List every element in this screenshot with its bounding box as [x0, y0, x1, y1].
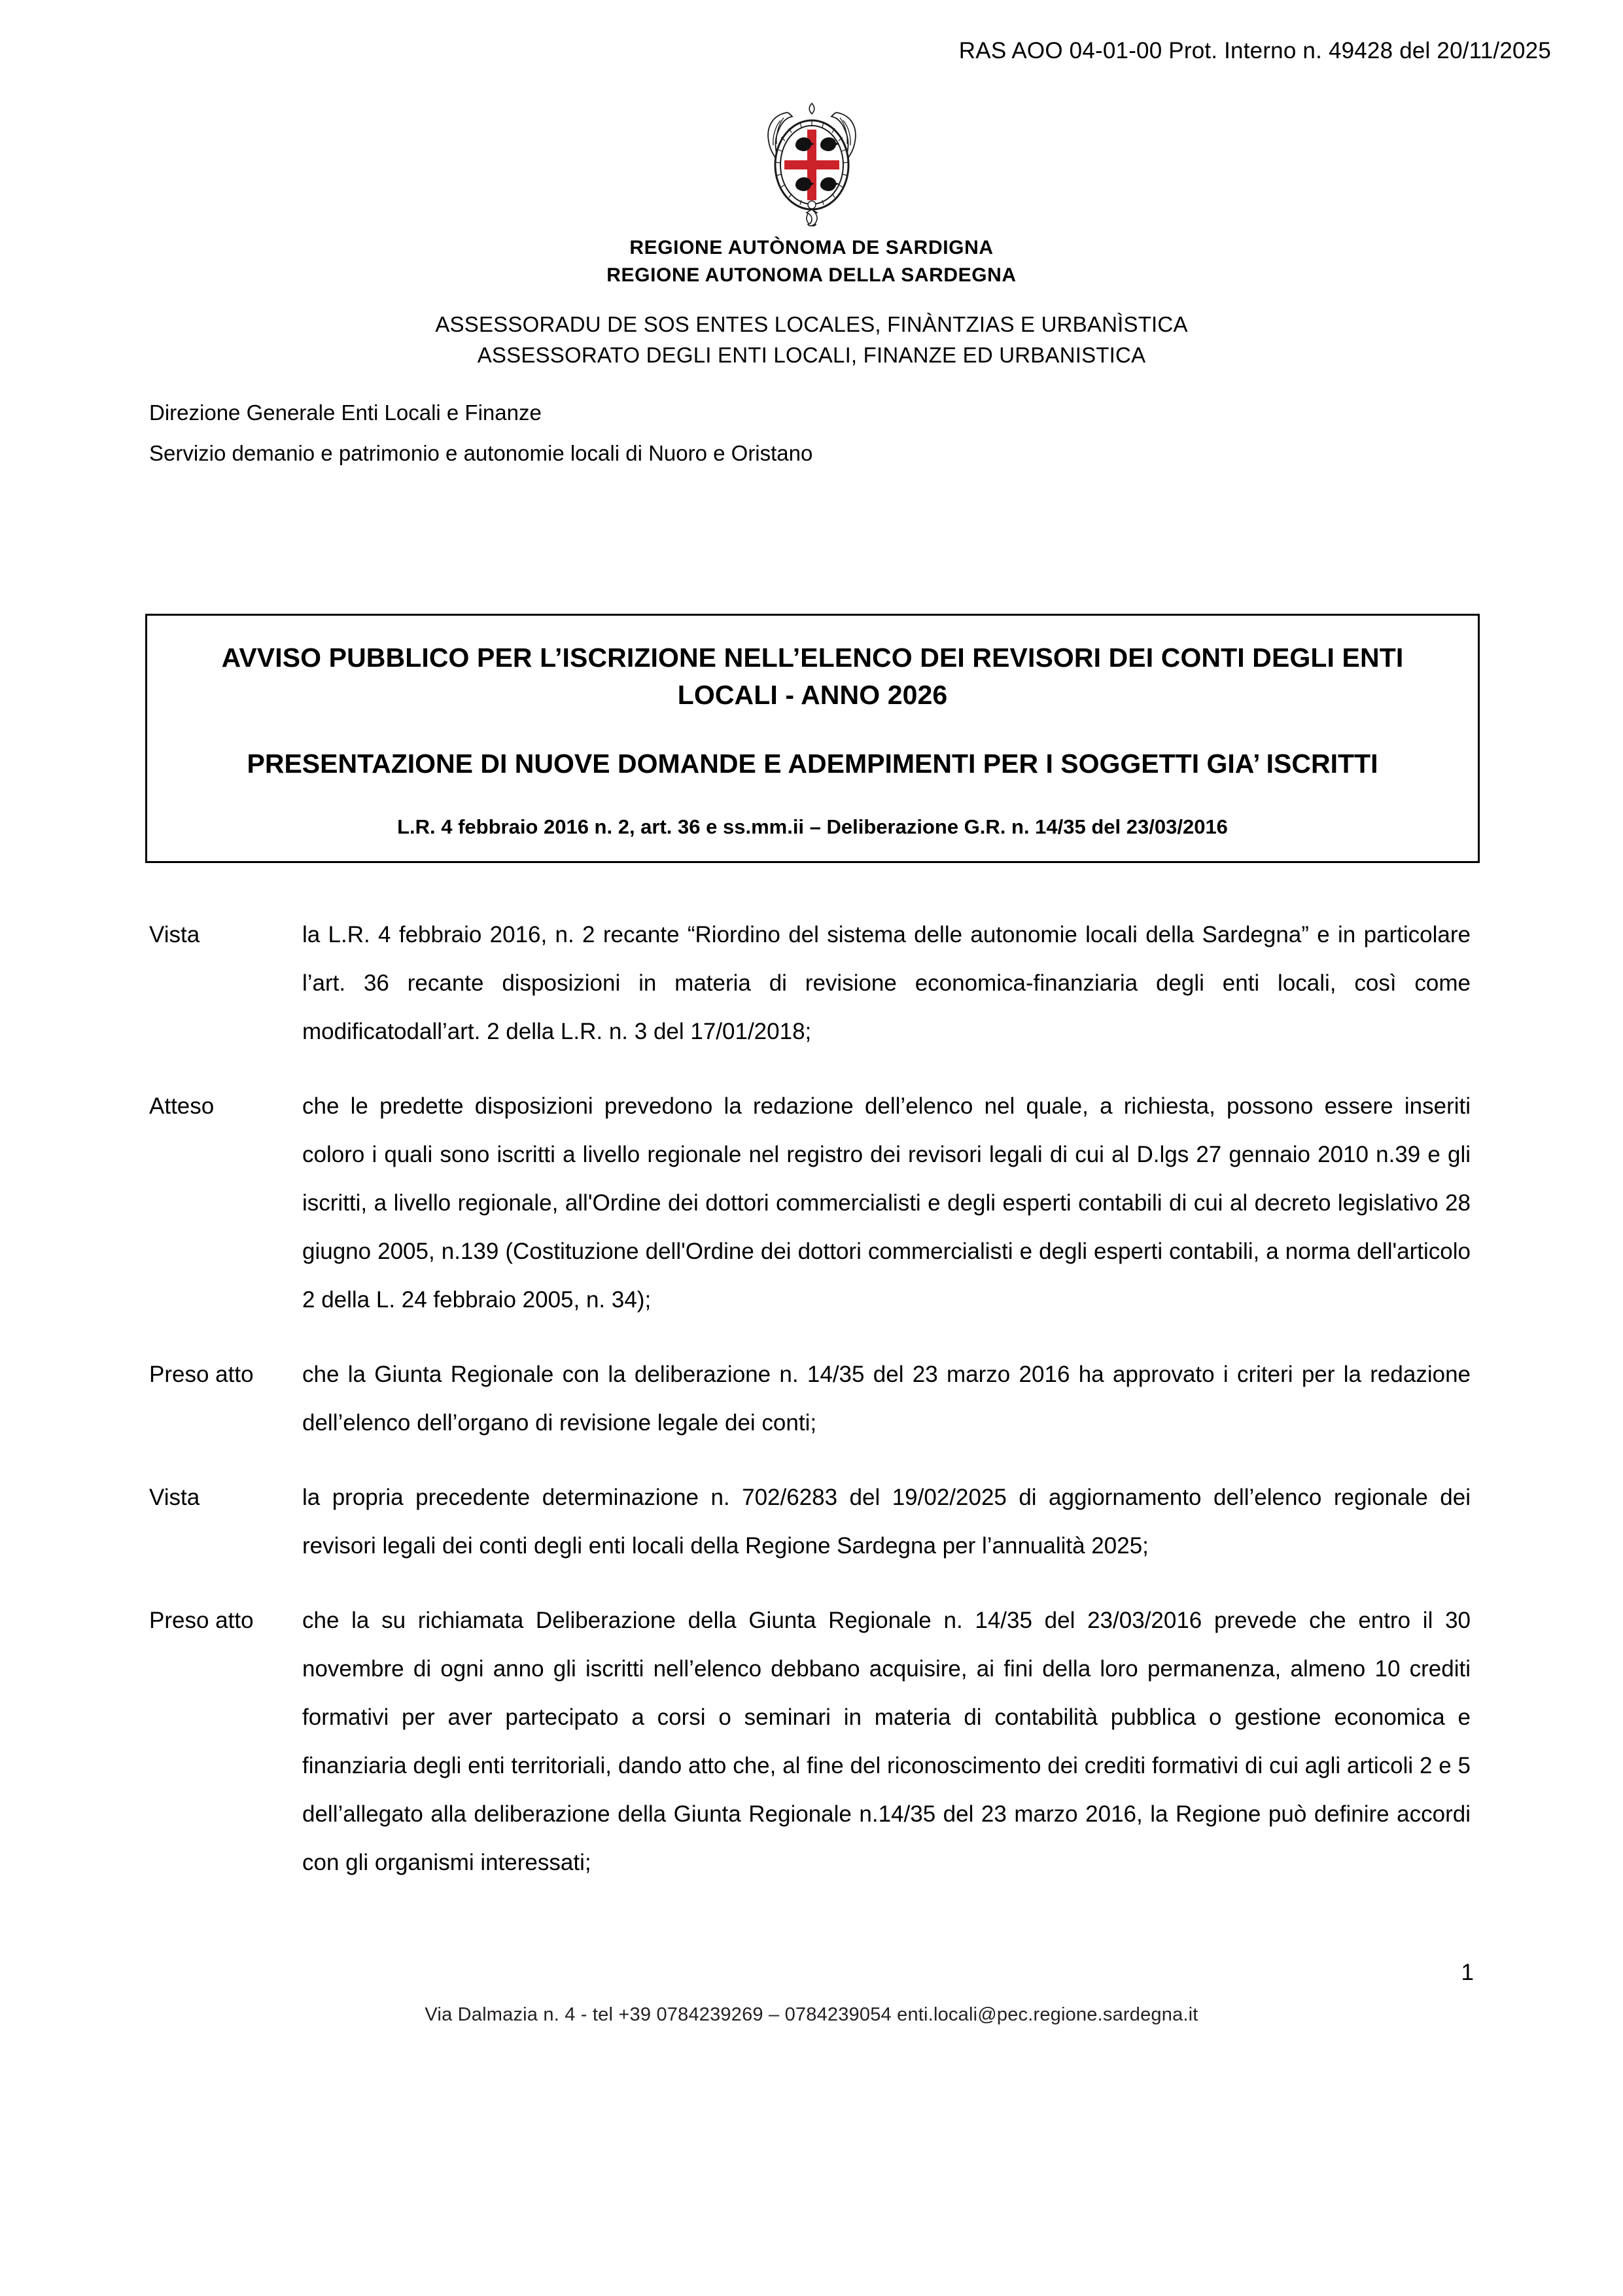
- notice-legal-reference: L.R. 4 febbraio 2016 n. 2, art. 36 e ss.mm.ii – Deliberazione G.R. n. 14/35 del 23/03/2016: [397, 815, 1228, 838]
- footer-address: Via Dalmazia n. 4 - tel +39 0784239269 – 0784239054 enti.locali@pec.regione.sardegna.it: [425, 2004, 1198, 2025]
- clause-item: [149, 1082, 1471, 1324]
- page-number: 1: [1461, 1960, 1474, 1985]
- assessorato-heading: [0, 309, 1623, 370]
- clause-label: Atteso: [149, 1093, 215, 1119]
- institution-name-sardinian: REGIONE AUTÒNOMA DE SARDIGNA: [629, 237, 994, 258]
- directorate-service: Servizio demanio e patrimonio e autonomie locali di Nuoro e Oristano: [149, 441, 813, 465]
- emblem-container: [0, 98, 1623, 229]
- clause-label: Preso atto: [149, 1362, 254, 1387]
- institution-name-italian: REGIONE AUTONOMA DELLA SARDEGNA: [606, 264, 1017, 286]
- clause-item: [149, 1351, 1471, 1447]
- clause-text: che le predette disposizioni prevedono la redazione dell’elenco nel quale, a richiesta, possono essere inseriti coloro i quali sono iscritti a livello regionale nel registro dei revisori legali di cui al D.lgs 27 gennaio 2010 n.39 e gli iscritti, a livello regionale, all'Ordine dei dottori commercialisti e degli esperti contabili di cui al decreto legislativo 28 giugno 2005, n.139 (Costituzione dell'Ordine dei dottori commercialisti e degli esperti contabili, a norma dell'articolo 2 della L. 24 febbraio 2005, n. 34);: [302, 1093, 1471, 1313]
- clause-text: la propria precedente determinazione n. 702/6283 del 19/02/2025 di aggiornamento dell’elenco regionale dei revisori legali dei conti degli enti locali della Regione Sardegna per l’annualità 2025;: [302, 1485, 1471, 1559]
- clause-list: [149, 911, 1471, 1913]
- protocol-stamp: RAS AOO 04-01-00 Prot. Interno n. 49428 del 20/11/2025: [958, 38, 1551, 63]
- assessorato-italian: ASSESSORATO DEGLI ENTI LOCALI, FINANZE ED URBANISTICA: [477, 343, 1146, 367]
- clause-text: la L.R. 4 febbraio 2016, n. 2 recante “Riordino del sistema delle autonomie locali della Sardegna” e in particolare l’art. 36 recante disposizioni in materia di revisione economica-finanziaria degli enti locali, così come modificatodall’art. 2 della L.R. n. 3 del 17/01/2018;: [302, 922, 1471, 1044]
- notice-title: AVVISO PUBBLICO PER L’ISCRIZIONE NELL’ELENCO DEI REVISORI DEI CONTI DEGLI ENTI LOCALI - ANNO 2026: [221, 643, 1404, 710]
- clause-item: [149, 911, 1471, 1056]
- institution-heading: [0, 234, 1623, 289]
- directorate-block: [149, 393, 812, 474]
- clause-text: che la su richiamata Deliberazione della Giunta Regionale n. 14/35 del 23/03/2016 prevede che entro il 30 novembre di ogni anno gli iscritti nell’elenco debbano acquisire, ai fini della loro permanenza, almeno 10 crediti formativi per aver partecipato a corsi o seminari in materia di contabilità pubblica o gestione economica e finanziaria degli enti territoriali, dando atto che, al fine del riconoscimento dei crediti formativi di cui agli articoli 2 e 5 dell’allegato alla deliberazione della Giunta Regionale n.14/35 del 23 marzo 2016, la Regione può definire accordi con gli organismi interessati;: [302, 1608, 1471, 1875]
- notice-title-box: [145, 614, 1480, 863]
- clause-label: Vista: [149, 922, 200, 947]
- clause-item: [149, 1597, 1471, 1887]
- assessorato-sardinian: ASSESSORADU DE SOS ENTES LOCALES, FINÀNTZIAS E URBANÌSTICA: [435, 312, 1188, 336]
- sardinia-coat-of-arms-icon: [746, 98, 877, 229]
- notice-subtitle: PRESENTAZIONE DI NUOVE DOMANDE E ADEMPIMENTI PER I SOGGETTI GIA’ ISCRITTI: [247, 749, 1378, 779]
- clause-label: Vista: [149, 1485, 200, 1510]
- clause-label: Preso atto: [149, 1608, 254, 1633]
- clause-text: che la Giunta Regionale con la deliberazione n. 14/35 del 23 marzo 2016 ha approvato i criteri per la redazione dell’elenco dell’organo di revisione legale dei conti;: [302, 1362, 1471, 1436]
- directorate-general: Direzione Generale Enti Locali e Finanze: [149, 400, 542, 425]
- clause-item: [149, 1474, 1471, 1570]
